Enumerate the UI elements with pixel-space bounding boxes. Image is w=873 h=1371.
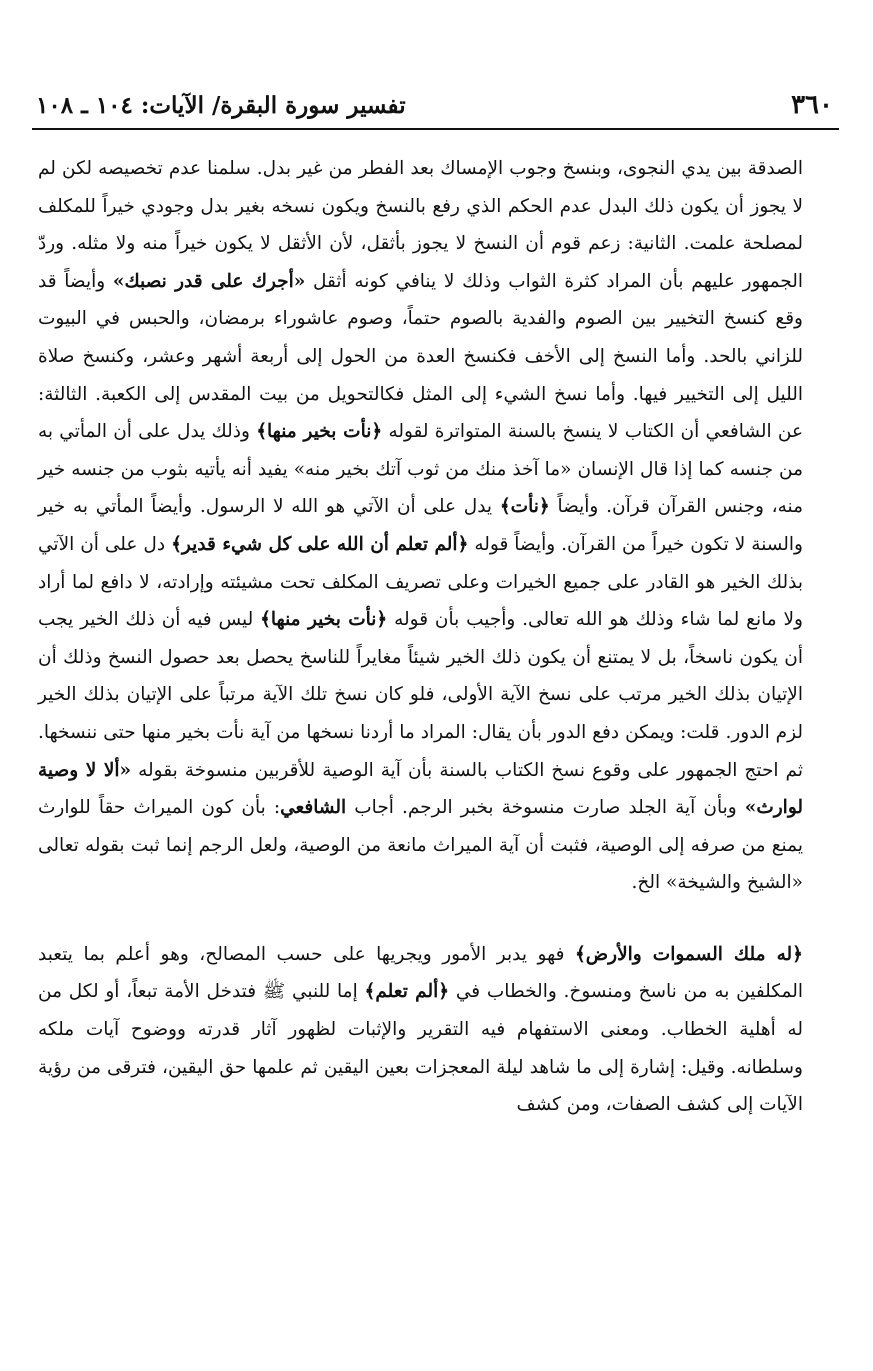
quote-bold: ﴿ألم تعلم﴾ (364, 981, 450, 1003)
quote-bold: «أجرك على قدر نصبك» (112, 270, 306, 292)
quote-bold: ﴿نأت﴾ (499, 496, 550, 518)
text-run: وبأن آية الجلد صارت منسوخة بخبر الرجم. أجاب (346, 797, 745, 819)
text-run: ليس فيه أن ذلك الخير يجب أن يكون ناسخاً، بل لا يمتنع أن يكون ذلك الخير شيئاً مغايراً للناسخ يحصل بعد حصول النسخ وذلك أن الإتيان بذلك الخير مرتب على نسخ الآية الأولى، فلو كان نسخ تلك الآية مرتباً على الإتيان بذلك الخير لزم الدور. قلت: ويمكن دفع الدور بأن يقال: المراد ما أردنا نسخها من آية نأت بخير منها حتى ننسخها. ثم احتج الجمهور على وقوع نسخ الكتاب بالسنة بأن آية الوصية للأقربين منسوخة بقوله (38, 609, 803, 781)
text-run: وذلك يدل على أن المأتي به من جنسه كما إذا قال الإنسان «ما آخذ منك من ثوب آتك بخير منه» يفيد أنه يأتيه بثوب من جنسه خير منه، وجنس القرآن قرآن. وأيضاً (38, 421, 804, 518)
body-text (38, 150, 803, 1124)
text-run: وأيضاً قد وقع كنسخ التخيير بين الصوم والفدية بالصوم حتماً، وصوم عاشوراء برمضان، والحبس في البيوت للزاني بالحد. وأما النسخ إلى الأخف فكنسخ العدة من الحول إلى أربعة أشهر وعشر، وكنسخ صلاة الليل إلى التخيير فيها. وأما نسخ الشيء إلى المثل فكالتحويل من بيت المقدس إلى الكعبة. الثالثة: عن الشافعي أن الكتاب لا ينسخ بالسنة المتواترة لقوله (38, 270, 803, 443)
header-divider (32, 128, 839, 130)
quote-bold: ﴿نأت بخير منها﴾ (260, 609, 388, 631)
text-run: الصدقة بين يدي النجوى، وبنسخ وجوب الإمساك بعد الفطر من غير بدل. سلمنا عدم تخصيصه لكن لم لا يجوز أن يكون ذلك البدل عدم الحكم الذي رفع بالنسخ ويكون نسخه بغير بدل وجودي خيراً للمكلف لمصلحة علمت. الثانية: زعم قوم أن النسخ لا يجوز بأثقل، لأن الأثقل لا يكون خيراً منه ولا مثله. وردّ الجمهور عليهم بأن المراد كثرة الثواب وذلك لا ينافي كونه أثقل (38, 158, 803, 292)
quote-bold: ﴿له ملك السموات والأرض﴾ (574, 943, 803, 965)
paragraph-2 (38, 936, 803, 1124)
quote-bold: الشافعي (280, 797, 347, 819)
running-title: تفسير سورة البقرة/ الآيات: ١٠٤ ـ ١٠٨ (36, 92, 406, 119)
text-run: يدل على أن الآتي هو الله لا الرسول. وأيضاً المأتي به خير والسنة لا تكون خيراً من القرآن. وأيضاً قوله (38, 496, 803, 555)
text-run: دل على أن الآتي بذلك الخير هو القادر على جميع الخيرات وعلى تصريف المكلف تحت مشيئته وإرادته، لا دافع لما أراد ولا مانع لما شاء وذلك هو الله تعالى. وأجيب بأن قوله (38, 533, 803, 631)
page-number: ٣٦٠ (791, 90, 833, 120)
quote-bold: ﴿ألم تعلم أن الله على كل شيء قدير﴾ (171, 533, 469, 555)
page-header (36, 90, 833, 130)
text-run: : بأن كون الميراث حقاً للوارث يمنع من صرفه إلى الوصية، فثبت أن آية الميراث مانعة من الوصية، ولعل الرجم إنما ثبت بقوله تعالى «الشيخ والشيخة» الخ. (38, 797, 803, 894)
quote-bold: ﴿نأت بخير منها﴾ (256, 421, 383, 443)
paragraph-1 (38, 150, 803, 902)
text-run: إما للنبي ﷺ فتدخل الأمة تبعاً، أو لكل من له أهلية الخطاب. ومعنى الاستفهام فيه التقرير والإثبات لظهور آثار قدرته ووضوح آيات ملكه وسلطانه. وقيل: إشارة إلى ما شاهد ليلة المعجزات بعين اليقين ثم علمها حق اليقين، فترقى من رؤية الآيات إلى كشف الصفات، ومن كشف (38, 981, 803, 1116)
quote-bold: «ألا لا وصية لوارث» (38, 759, 804, 819)
text-run: فهو يدبر الأمور ويجريها على حسب المصالح، وهو أعلم بما يتعبد المكلفين به من ناسخ ومنسوخ. والخطاب في (38, 943, 803, 1003)
